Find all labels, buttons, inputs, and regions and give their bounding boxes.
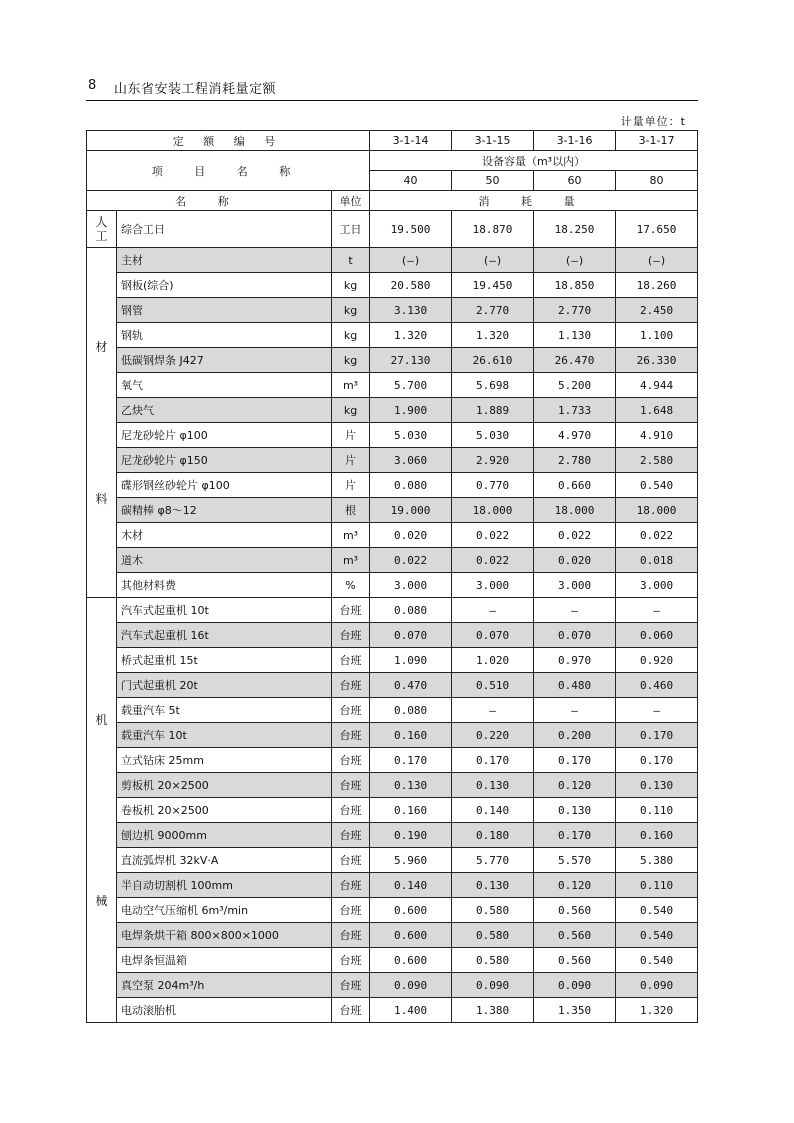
item-name: 综合工日	[117, 211, 332, 248]
consumption-value: 1.320	[370, 323, 452, 348]
item-unit: t	[332, 248, 370, 273]
book-title: 山东省安装工程消耗量定额	[114, 82, 277, 97]
consumption-value: 1.889	[452, 398, 534, 423]
consumption-value: 1.130	[534, 323, 616, 348]
consumption-value: 18.870	[452, 211, 534, 248]
item-name: 半自动切割机 100mm	[117, 873, 332, 898]
consumption-value: —	[534, 598, 616, 623]
item-unit: kg	[332, 273, 370, 298]
consumption-value: 0.480	[534, 673, 616, 698]
table-row	[87, 323, 698, 348]
table-row	[87, 623, 698, 648]
consumption-value: —	[452, 698, 534, 723]
item-name: 直流弧焊机 32kV·A	[117, 848, 332, 873]
consumption-value: 2.580	[616, 448, 698, 473]
category-machinery	[87, 598, 117, 1023]
table-row	[87, 573, 698, 598]
consumption-value: 0.470	[370, 673, 452, 698]
consumption-value: 0.660	[534, 473, 616, 498]
consumption-value: 17.650	[616, 211, 698, 248]
item-unit: 台班	[332, 723, 370, 748]
consumption-value: 19.450	[452, 273, 534, 298]
table-row	[87, 423, 698, 448]
item-name: 电焊条恒温箱	[117, 948, 332, 973]
consumption-value: 4.944	[616, 373, 698, 398]
quota-table	[86, 130, 698, 1023]
item-unit: 台班	[332, 798, 370, 823]
consumption-value: 20.580	[370, 273, 452, 298]
consumption-value: 0.170	[452, 748, 534, 773]
consumption-value: 0.020	[370, 523, 452, 548]
consumption-value: 5.030	[452, 423, 534, 448]
table-row	[87, 873, 698, 898]
table-row	[87, 948, 698, 973]
table-row	[87, 523, 698, 548]
item-unit: 台班	[332, 773, 370, 798]
consumption-value: 0.120	[534, 773, 616, 798]
item-unit: 台班	[332, 923, 370, 948]
consumption-value: 0.090	[370, 973, 452, 998]
consumption-value: 0.022	[452, 523, 534, 548]
table-row	[87, 598, 698, 623]
table-row	[87, 898, 698, 923]
item-name: 剪板机 20×2500	[117, 773, 332, 798]
consumption-value: 5.960	[370, 848, 452, 873]
consumption-value: 4.970	[534, 423, 616, 448]
consumption-value: 2.450	[616, 298, 698, 323]
consumption-value: 0.080	[370, 473, 452, 498]
consumption-value: 0.540	[616, 473, 698, 498]
item-unit: kg	[332, 398, 370, 423]
consumption-value: 1.733	[534, 398, 616, 423]
category-label-bottom: 械	[95, 893, 108, 908]
category-label-top: 机	[95, 713, 108, 728]
consumption-value: 0.022	[616, 523, 698, 548]
consumption-value: 0.460	[616, 673, 698, 698]
consumption-value: 1.380	[452, 998, 534, 1023]
consumption-value: 0.170	[534, 823, 616, 848]
consumption-value: —	[534, 698, 616, 723]
item-name: 汽车式起重机 16t	[117, 623, 332, 648]
consumption-value: 1.350	[534, 998, 616, 1023]
table-row	[87, 273, 698, 298]
capacity-value: 50	[452, 171, 534, 191]
consumption-value: 5.698	[452, 373, 534, 398]
item-name: 刨边机 9000mm	[117, 823, 332, 848]
consumption-value: 0.160	[370, 723, 452, 748]
consumption-value: 18.000	[534, 498, 616, 523]
consumption-value: 0.060	[616, 623, 698, 648]
consumption-value: 0.018	[616, 548, 698, 573]
item-name: 桥式起重机 15t	[117, 648, 332, 673]
consumption-value: 0.190	[370, 823, 452, 848]
consumption-value: 1.400	[370, 998, 452, 1023]
item-name: 道木	[117, 548, 332, 573]
consumption-value: 19.500	[370, 211, 452, 248]
item-unit: 工日	[332, 211, 370, 248]
item-unit: m³	[332, 523, 370, 548]
consumption-value: 0.580	[452, 898, 534, 923]
table-row	[87, 248, 698, 273]
consumption-value: 0.140	[452, 798, 534, 823]
quota-code: 3-1-16	[534, 131, 616, 151]
name-column-header: 名 称	[87, 191, 332, 211]
consumption-value: 0.130	[616, 773, 698, 798]
item-name: 碟形钢丝砂轮片 φ100	[117, 473, 332, 498]
unit-column-header: 单位	[332, 191, 370, 211]
page-header	[86, 76, 698, 101]
consumption-value: 5.570	[534, 848, 616, 873]
table-row	[87, 348, 698, 373]
item-unit: 台班	[332, 698, 370, 723]
item-unit: 台班	[332, 873, 370, 898]
item-unit: 台班	[332, 898, 370, 923]
item-name: 钢轨	[117, 323, 332, 348]
consumption-value: 0.110	[616, 798, 698, 823]
unit-note: 计量单位：t	[620, 115, 686, 128]
item-unit: 台班	[332, 748, 370, 773]
consumption-value: 0.540	[616, 898, 698, 923]
consumption-value: 0.090	[616, 973, 698, 998]
consumption-value: 5.200	[534, 373, 616, 398]
consumption-value: 18.000	[452, 498, 534, 523]
consumption-value: 3.130	[370, 298, 452, 323]
consumption-value: 0.560	[534, 948, 616, 973]
table-row	[87, 648, 698, 673]
consumption-value: 0.170	[534, 748, 616, 773]
consumption-value: 18.260	[616, 273, 698, 298]
table-row	[87, 448, 698, 473]
item-unit: 片	[332, 423, 370, 448]
consumption-value: 5.030	[370, 423, 452, 448]
item-name: 尼龙砂轮片 φ150	[117, 448, 332, 473]
consumption-value: 3.000	[370, 573, 452, 598]
consumption-value: 0.170	[616, 723, 698, 748]
item-unit: 片	[332, 473, 370, 498]
consumption-value: 0.170	[370, 748, 452, 773]
table-row	[87, 923, 698, 948]
table-row	[87, 723, 698, 748]
consumption-value: 0.020	[534, 548, 616, 573]
consumption-value: 0.560	[534, 898, 616, 923]
table-row	[87, 973, 698, 998]
consumption-value: —	[616, 598, 698, 623]
consumption-value: 1.320	[616, 998, 698, 1023]
consumption-value: 3.000	[616, 573, 698, 598]
item-unit: m³	[332, 548, 370, 573]
item-name: 门式起重机 20t	[117, 673, 332, 698]
consumption-value: 0.180	[452, 823, 534, 848]
consumption-value: 0.140	[370, 873, 452, 898]
consumption-value: 2.780	[534, 448, 616, 473]
capacity-label: 设备容量（m³以内）	[370, 151, 698, 171]
consumption-value: 5.770	[452, 848, 534, 873]
table-row	[87, 998, 698, 1023]
item-unit: 台班	[332, 948, 370, 973]
consumption-value: 5.700	[370, 373, 452, 398]
consumption-value: (—)	[534, 248, 616, 273]
consumption-value: 0.560	[534, 923, 616, 948]
consumption-value: 18.850	[534, 273, 616, 298]
item-unit: 片	[332, 448, 370, 473]
item-unit: 台班	[332, 673, 370, 698]
item-name: 碳精棒 φ8～12	[117, 498, 332, 523]
consumption-value: 27.130	[370, 348, 452, 373]
quota-code: 3-1-17	[616, 131, 698, 151]
table-row	[87, 748, 698, 773]
item-unit: kg	[332, 298, 370, 323]
item-unit: 台班	[332, 623, 370, 648]
consumption-value: 0.130	[452, 873, 534, 898]
category-materials	[87, 248, 117, 598]
item-name: 乙炔气	[117, 398, 332, 423]
consumption-value: —	[616, 698, 698, 723]
category-label-top: 材	[95, 340, 108, 355]
capacity-value: 60	[534, 171, 616, 191]
table-row	[87, 498, 698, 523]
item-name: 钢管	[117, 298, 332, 323]
consumption-value: 0.200	[534, 723, 616, 748]
consumption-value: (—)	[452, 248, 534, 273]
consumption-value: 0.130	[534, 798, 616, 823]
item-name: 卷板机 20×2500	[117, 798, 332, 823]
item-name: 氧气	[117, 373, 332, 398]
consumption-value: 1.090	[370, 648, 452, 673]
category-label-bottom: 料	[95, 491, 108, 506]
consumption-value: 1.100	[616, 323, 698, 348]
consumption-value: 26.330	[616, 348, 698, 373]
table-row	[87, 698, 698, 723]
consumption-value: 4.910	[616, 423, 698, 448]
item-unit: kg	[332, 323, 370, 348]
consumption-value: 0.510	[452, 673, 534, 698]
consumption-value: (—)	[370, 248, 452, 273]
consumption-value: 0.600	[370, 948, 452, 973]
item-name: 电动空气压缩机 6m³/min	[117, 898, 332, 923]
page-number: 8	[88, 78, 97, 93]
consumption-value: (—)	[616, 248, 698, 273]
table-row	[87, 848, 698, 873]
consumption-value: 0.600	[370, 898, 452, 923]
consumption-value: 5.380	[616, 848, 698, 873]
consumption-value: 0.770	[452, 473, 534, 498]
table-row	[87, 473, 698, 498]
table-row	[87, 673, 698, 698]
item-name: 钢板(综合)	[117, 273, 332, 298]
consumption-value: 0.070	[452, 623, 534, 648]
item-unit: %	[332, 573, 370, 598]
consumption-value: 3.000	[452, 573, 534, 598]
item-name: 电焊条烘干箱 800×800×1000	[117, 923, 332, 948]
category-labor	[87, 211, 117, 248]
consumption-value: 0.220	[452, 723, 534, 748]
consumption-value: 1.320	[452, 323, 534, 348]
item-name: 尼龙砂轮片 φ100	[117, 423, 332, 448]
consumption-value: 0.580	[452, 948, 534, 973]
consumption-value: 0.090	[452, 973, 534, 998]
table-row	[87, 211, 698, 248]
item-name: 真空泵 204m³/h	[117, 973, 332, 998]
consumption-value: 0.090	[534, 973, 616, 998]
consumption-value: 0.170	[616, 748, 698, 773]
quota-label: 定 额 编 号	[87, 131, 370, 151]
item-unit: m³	[332, 373, 370, 398]
category-label: 人工	[95, 215, 108, 243]
consumption-value: 3.000	[534, 573, 616, 598]
item-unit: 台班	[332, 973, 370, 998]
item-name: 低碳钢焊条 J427	[117, 348, 332, 373]
table-row	[87, 773, 698, 798]
consumption-value: 0.130	[370, 773, 452, 798]
consumption-value: 3.060	[370, 448, 452, 473]
item-name: 载重汽车 5t	[117, 698, 332, 723]
item-unit: 台班	[332, 823, 370, 848]
item-name: 其他材料费	[117, 573, 332, 598]
consumption-value: 0.540	[616, 923, 698, 948]
consumption-value: 26.610	[452, 348, 534, 373]
consumption-value: 0.580	[452, 923, 534, 948]
consumption-value: 1.020	[452, 648, 534, 673]
consumption-value: 0.970	[534, 648, 616, 673]
table-row	[87, 373, 698, 398]
item-name: 主材	[117, 248, 332, 273]
consumption-value: 0.600	[370, 923, 452, 948]
item-name: 立式钻床 25mm	[117, 748, 332, 773]
consumption-value: 0.070	[534, 623, 616, 648]
table-row	[87, 298, 698, 323]
consumption-value: 2.770	[534, 298, 616, 323]
consumption-value: 0.022	[370, 548, 452, 573]
consumption-value: 2.770	[452, 298, 534, 323]
consumption-value: —	[452, 598, 534, 623]
item-name: 汽车式起重机 10t	[117, 598, 332, 623]
item-name: 电动滚胎机	[117, 998, 332, 1023]
consumption-value: 0.022	[452, 548, 534, 573]
consumption-value: 0.130	[452, 773, 534, 798]
item-unit: 台班	[332, 598, 370, 623]
capacity-value: 80	[616, 171, 698, 191]
consumption-value: 18.250	[534, 211, 616, 248]
consumption-value: 0.920	[616, 648, 698, 673]
consumption-value: 0.160	[370, 798, 452, 823]
consumption-column-header: 消 耗 量	[370, 191, 698, 211]
consumption-value: 0.070	[370, 623, 452, 648]
item-name: 载重汽车 10t	[117, 723, 332, 748]
consumption-value: 26.470	[534, 348, 616, 373]
consumption-value: 1.648	[616, 398, 698, 423]
item-unit: 台班	[332, 848, 370, 873]
item-unit: 台班	[332, 648, 370, 673]
consumption-value: 0.120	[534, 873, 616, 898]
capacity-value: 40	[370, 171, 452, 191]
item-unit: kg	[332, 348, 370, 373]
consumption-value: 19.000	[370, 498, 452, 523]
consumption-value: 0.110	[616, 873, 698, 898]
item-unit: 根	[332, 498, 370, 523]
consumption-value: 0.022	[534, 523, 616, 548]
table-row	[87, 823, 698, 848]
consumption-value: 0.080	[370, 698, 452, 723]
quota-code: 3-1-14	[370, 131, 452, 151]
consumption-value: 0.160	[616, 823, 698, 848]
item-label: 项 目 名 称	[87, 151, 370, 191]
item-name: 木材	[117, 523, 332, 548]
consumption-value: 18.000	[616, 498, 698, 523]
item-unit: 台班	[332, 998, 370, 1023]
consumption-value: 2.920	[452, 448, 534, 473]
table-row	[87, 398, 698, 423]
consumption-value: 1.900	[370, 398, 452, 423]
table-row	[87, 798, 698, 823]
table-row	[87, 548, 698, 573]
consumption-value: 0.080	[370, 598, 452, 623]
consumption-value: 0.540	[616, 948, 698, 973]
quota-code: 3-1-15	[452, 131, 534, 151]
